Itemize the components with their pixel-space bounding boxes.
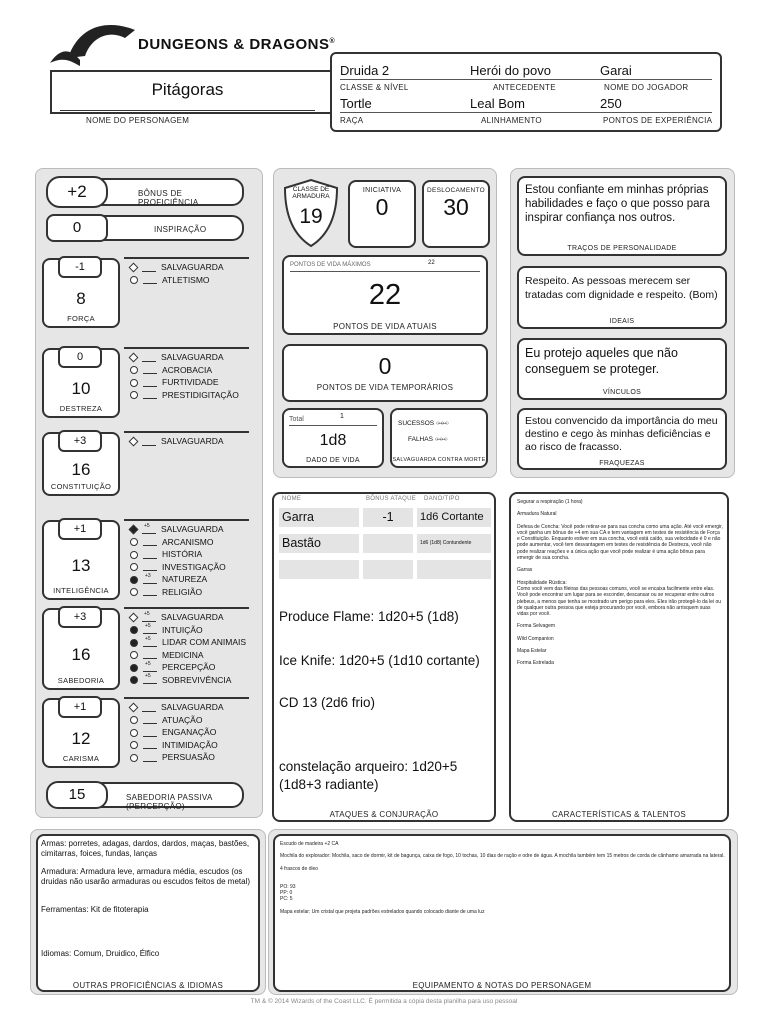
save-proficiency-marker[interactable] [129,263,139,273]
equipment-line: 4 frascos de óleo [280,865,319,872]
skill-proficiency-marker[interactable] [130,538,138,546]
attacks-col-name: NOME [282,496,302,502]
logo-text: DUNGEONS & DRAGONS® [138,36,336,53]
skill-row [130,376,219,389]
ability-modifier[interactable]: +1 [58,696,102,718]
skill-value[interactable] [142,704,156,712]
equipment-line: PC: 5 [280,896,293,903]
proficiency-bonus-value[interactable]: +2 [46,176,108,208]
skill-value[interactable] [143,754,157,762]
background-label: ANTECEDENTE [493,83,556,92]
skill-label: INVESTIGAÇÃO [162,561,226,572]
skill-label: RELIGIÃO [162,586,203,597]
skill-row [130,674,231,687]
skill-row [130,548,202,561]
skill-label: ENGANAÇÃO [162,727,217,737]
hp-max-value[interactable]: 22 [428,260,435,266]
skill-value[interactable] [143,391,157,399]
skill-label: ATUAÇÃO [162,714,203,725]
skill-value[interactable]: +5 [143,639,157,647]
skill-row [130,701,224,714]
skill-proficiency-marker[interactable] [130,639,138,647]
skill-label: INTIMIDAÇÃO [162,739,218,750]
skill-proficiency-marker[interactable] [130,754,138,762]
initiative-label: INICIATIVA [362,187,402,194]
bonds-text[interactable]: Eu protejo aqueles que não conseguem se proteger. [525,346,678,376]
ability-modifier[interactable]: -1 [58,256,102,278]
temp-hit-points-box [282,344,488,402]
race[interactable]: Tortle [340,96,372,111]
spell-ice-knife[interactable]: Ice Knife: 1d20+5 (1d10 cortante) [279,653,480,668]
hp-temp-label: PONTOS DE VIDA TEMPORÁRIOS [316,383,454,392]
save-proficiency-marker[interactable] [129,437,139,447]
features-box [509,492,729,822]
skill-value[interactable]: +5 [143,626,157,634]
hp-current-value[interactable]: 22 [368,279,402,311]
languages[interactable]: Idiomas: Comum, Druidico, Élfico [41,949,160,958]
flaws [517,408,727,470]
skill-value[interactable] [143,551,157,559]
initiative-value[interactable]: 0 [375,194,389,220]
skill-label: INTUIÇÃO [162,624,203,635]
ability-modifier[interactable]: +3 [58,606,102,628]
death-save-successes [398,420,447,427]
spell-ice-knife-dc[interactable]: CD 13 (2d6 frio) [279,695,376,710]
hp-max-label: PONTOS DE VIDA MÁXIMOS [290,262,371,268]
skill-row [130,649,204,662]
feature-line: Como você vem das fileiras das pessoas comuns, você se encaixa facilmente entre elas. Você pode encontrar um lugar para se esconder, descansar ou se recuperar entre outros plebeus, a menos que tenha se mostrado um perigo para eles. Eles irão protegê-lo da lei ou de qualquer outra pessoa que esteja procurando por você, embora não arrisquem suas vidas por você. [517,585,722,618]
proficiencies-box [36,834,260,992]
save-proficiency-marker[interactable] [129,613,139,623]
skill-row [130,726,216,739]
equipment-line: PO: 93 [280,883,296,890]
skill-proficiency-marker[interactable] [130,626,138,634]
ability-score-box [42,348,120,418]
skill-proficiency-marker[interactable] [130,563,138,571]
skill-value[interactable]: +5 [143,676,157,684]
skill-value[interactable] [143,366,157,374]
success-circles[interactable]: ○─○─○ [435,420,447,427]
speed-label: DESLOCAMENTO [426,187,486,194]
attacks-col-bonus: BÔNUS ATAQUE [366,496,417,502]
skill-proficiency-marker[interactable] [130,676,138,684]
skill-row [130,751,215,764]
death-save-fail-label: FALHAS [408,436,433,443]
attack-name[interactable] [279,560,359,579]
passive-wisdom-label: SABEDORIA PASSIVA (PERCEPÇÃO) [126,793,213,811]
skill-row [130,714,202,727]
death-saves-label: SALVAGUARDA CONTRA MORTE [392,457,486,463]
skill-label: SALVAGUARDA [161,702,224,712]
flaws-label: FRAQUEZAS [599,460,645,467]
footer-copyright: TM & © 2014 Wizards of the Coast LLC. É permitida a cópia desta planilha para uso pessoal [250,998,518,1005]
ability-name: INTELIGÊNCIA [53,586,109,595]
flaws-text[interactable]: Estou convencido da importância do meu destino e cego às minhas deficiências e ao risco de fracasso. [525,415,718,453]
spell-produce-flame[interactable]: Produce Flame: 1d20+5 (1d8) [279,609,459,624]
skill-value[interactable] [143,379,157,387]
personality-traits-text[interactable]: Estou confiante em minhas próprias habilidades e faço o que posso para inspirar confiança nos outros. [525,184,710,224]
feature-line: Segurar a respiração (1 hora) [517,499,583,505]
death-saves-box [390,408,488,468]
feature-line: Armadura Natural [517,511,557,518]
skill-label: ARCANISMO [162,536,214,547]
skill-label: NATUREZA [162,574,208,584]
skill-row [130,586,202,599]
skill-value[interactable] [143,741,157,749]
skill-proficiency-marker[interactable] [130,551,138,559]
skill-row [130,661,215,674]
skill-row [130,624,203,637]
skill-proficiency-marker[interactable] [130,276,138,284]
attack-name[interactable]: Garra [279,508,359,527]
personality-traits-label: TRAÇOS DE PERSONALIDADE [567,245,677,252]
hit-dice-box [282,408,384,468]
attack-bonus[interactable] [363,560,413,579]
skill-proficiency-marker[interactable] [130,741,138,749]
ability-score-box [42,698,120,768]
ability-score-box [42,520,120,600]
skill-proficiency-marker[interactable] [130,664,138,672]
attacks-label: ATAQUES & CONJURAÇÃO [329,810,439,819]
proficiency-bonus-label: BÔNUS DE PROFICIÊNCIA [138,189,199,207]
equipment-line: PP: 0 [280,890,293,897]
attack-bonus[interactable]: -1 [363,508,413,527]
skill-label: SALVAGUARDA [161,436,224,446]
attacks-col-damage: DANO/TIPO [424,496,460,502]
death-save-failures [408,436,446,443]
skill-value[interactable]: +5 [142,526,156,534]
save-proficiency-marker[interactable] [129,525,139,535]
ability-modifier[interactable]: +1 [58,518,102,540]
hit-dice-label: DADO DE VIDA [306,457,360,464]
skill-value[interactable]: +5 [143,664,157,672]
bonds-label: VÍNCULOS [602,389,642,396]
skill-row [130,523,224,536]
speed-box [422,180,490,248]
skill-row [130,636,246,649]
inspiration-label: INSPIRAÇÃO [154,225,207,234]
skill-row [130,261,224,274]
class-level[interactable]: Druida 2 [340,63,390,78]
feature-line: Hospitalidade Rústica: [517,579,567,586]
ideals [517,266,727,329]
hp-temp-value[interactable]: 0 [378,353,392,379]
ability-modifier[interactable]: +3 [58,430,102,452]
tool-proficiencies[interactable]: Ferramentas: Kit de fitoterapia [41,905,149,914]
skill-label: ATLETISMO [162,274,210,285]
attack-damage[interactable] [417,560,491,579]
skill-row [130,389,239,402]
equipment-line: Escudo de madeira +2 CA [280,841,339,847]
ability-score[interactable]: 16 [71,645,91,664]
background[interactable]: Herói do povo [470,63,551,78]
skill-value[interactable] [143,276,157,284]
inspiration-value[interactable]: 0 [46,214,108,242]
skill-value[interactable] [143,538,157,546]
feature-line: Mapa Estelar [517,648,547,655]
skill-proficiency-marker[interactable] [130,379,138,387]
hit-points-box [282,255,488,335]
skill-label: PRESTIDIGITAÇÃO [162,389,239,400]
fail-circles[interactable]: ○─○─○ [434,436,446,443]
attack-bonus[interactable] [363,534,413,553]
ability-score[interactable]: 10 [71,379,91,398]
ability-name: DESTREZA [59,404,103,413]
skill-label: FURTIVIDADE [162,377,219,387]
feature-line: Defesa de Concha: Você pode retirar-se para sua concha como uma ação. Até você emergir, você ganha um bônus de +4 em sua CA e tem vantagem em testes de resistência de Força e Constituição. Enquanto estiver em sua concha, você está caído, sua velocidade é 0 e não pode aumentar, você tem desvantagem em testes de resistência de Destreza, você não pode realizar reações e a única ação que você pode realizar é uma ação bônus para emergir de sua concha. [517,523,723,562]
attack-damage[interactable]: 1d6 (1d8) Contundente [417,534,491,553]
armor-class-value[interactable]: 19 [299,205,323,228]
proficiencies-label: OUTRAS PROFICIÊNCIAS & IDIOMAS [72,981,224,990]
skill-value[interactable] [142,354,156,362]
skill-proficiency-marker[interactable] [130,391,138,399]
spell-constellation-archer[interactable]: constelação arqueiro: 1d20+5 (1d8+3 radiante) [279,759,458,792]
ability-score-box [42,432,120,496]
initiative-box [348,180,416,248]
death-save-success-label: SUCESSOS [398,420,435,427]
skill-row [130,351,224,364]
feature-line: Garras [517,567,533,574]
skill-label: MEDICINA [162,649,204,660]
skill-label: PERCEPÇÃO [162,662,216,672]
skill-proficiency-marker[interactable] [130,716,138,724]
character-name-label: NOME DO PERSONAGEM [86,116,190,125]
skill-row [130,435,224,448]
attacks-box [272,492,496,822]
player-name-label: NOME DO JOGADOR [604,83,689,92]
experience-points[interactable]: 250 [600,96,622,111]
skill-proficiency-marker[interactable] [130,576,138,584]
save-proficiency-marker[interactable] [129,353,139,363]
ability-name: SABEDORIA [57,676,105,685]
skill-proficiency-marker[interactable] [130,729,138,737]
skill-label: SOBREVIVÊNCIA [162,674,232,685]
skill-label: SALVAGUARDA [161,612,224,622]
skill-value[interactable] [142,264,156,272]
skill-value[interactable]: +5 [142,614,156,622]
equipment-line: Mochila do explorador: Mochila, saco de dormir, kit de bagunça, caixa de fogo, 10 tochas, 10 dias de ração e odre de água. A mochila também tem 15 metros de corda de cânhamo amarrada na lateral. [280,853,725,860]
skill-label: SALVAGUARDA [161,524,224,534]
equipment-line: Mapa estelar: Um cristal que projeta padrões estrelados quando colocado diante de uma luz [280,908,485,915]
ability-score[interactable]: 13 [71,556,91,575]
proficiency-bonus [48,178,244,206]
hp-current-label: PONTOS DE VIDA ATUAIS [333,322,437,331]
skill-value[interactable]: +3 [143,576,157,584]
skill-proficiency-marker[interactable] [130,651,138,659]
equipment-label: EQUIPAMENTO & NOTAS DO PERSONAGEM [412,981,592,990]
armor-class-label: CLASSE DE ARMADURA [292,186,330,200]
hit-dice-total[interactable]: 1 [340,413,344,420]
skill-label: ACROBACIA [162,364,213,375]
ability-name: CARISMA [62,754,100,763]
ability-name: CONSTITUIÇÃO [50,482,112,491]
ideals-text[interactable]: Respeito. As pessoas merecem ser tratadas com dignidade e respeito. (Bom) [525,275,718,301]
skill-label: SALVAGUARDA [161,352,224,362]
feature-line: Forma Selvagem [517,623,556,630]
skill-row [130,364,212,377]
speed-value[interactable]: 30 [443,194,469,220]
feature-line: Forma Estrelada [517,660,554,667]
passive-wisdom-value[interactable]: 15 [46,781,108,809]
skill-label: PERSUASÃO [162,752,215,762]
character-name[interactable]: Pitágoras [151,80,224,99]
skill-value[interactable] [143,588,157,596]
attack-damage[interactable]: 1d6 Cortante [417,508,491,527]
alignment-label: ALINHAMENTO [481,116,542,125]
skill-label: LIDAR COM ANIMAIS [162,637,247,647]
ability-score-box [42,258,120,328]
features-label: CARACTERÍSTICAS & TALENTOS [551,810,687,819]
skill-value[interactable] [143,729,157,737]
ability-score[interactable]: 8 [76,289,86,308]
skill-proficiency-marker[interactable] [130,588,138,596]
alignment[interactable]: Leal Bom [470,96,525,111]
skill-value[interactable] [142,438,156,446]
skill-label: HISTÓRIA [162,549,203,559]
inspiration [48,215,244,241]
ability-name: FORÇA [67,314,95,323]
race-label: RAÇA [340,116,364,125]
skill-proficiency-marker[interactable] [130,366,138,374]
class-level-label: CLASSE & NÍVEL [340,83,409,92]
passive-wisdom [48,782,244,811]
attack-name[interactable]: Bastão [279,534,359,553]
hit-dice-total-label: Total [289,416,304,423]
armor-proficiencies[interactable]: Armadura: Armadura leve, armadura média, escudos (os druidas não usarão armaduras ou escudos feitos de metal) [41,867,251,886]
save-proficiency-marker[interactable] [129,703,139,713]
ability-modifier[interactable]: 0 [58,346,102,368]
hit-dice-value[interactable]: 1d8 [319,432,347,449]
ability-score-box [42,608,120,690]
skill-value[interactable] [143,716,157,724]
skill-row [130,536,213,549]
skill-row [130,739,218,752]
skill-row [130,573,207,586]
weapon-proficiencies[interactable]: Armas: porretes, adagas, dardos, dardos, maças, bastões, cimitarras, foices, fundas, lanças [41,839,250,858]
ability-score[interactable]: 12 [71,729,91,748]
equipment-box [273,834,731,992]
ideals-label: IDEAIS [609,318,635,325]
ability-score[interactable]: 16 [71,460,91,479]
skill-label: SALVAGUARDA [161,262,224,272]
player-name[interactable]: Garai [600,63,632,78]
personality-traits [517,176,727,256]
xp-label: PONTOS DE EXPERIÊNCIA [603,116,713,125]
bonds [517,338,727,400]
feature-line: Wild Companion [517,635,554,642]
skill-row [130,274,210,287]
